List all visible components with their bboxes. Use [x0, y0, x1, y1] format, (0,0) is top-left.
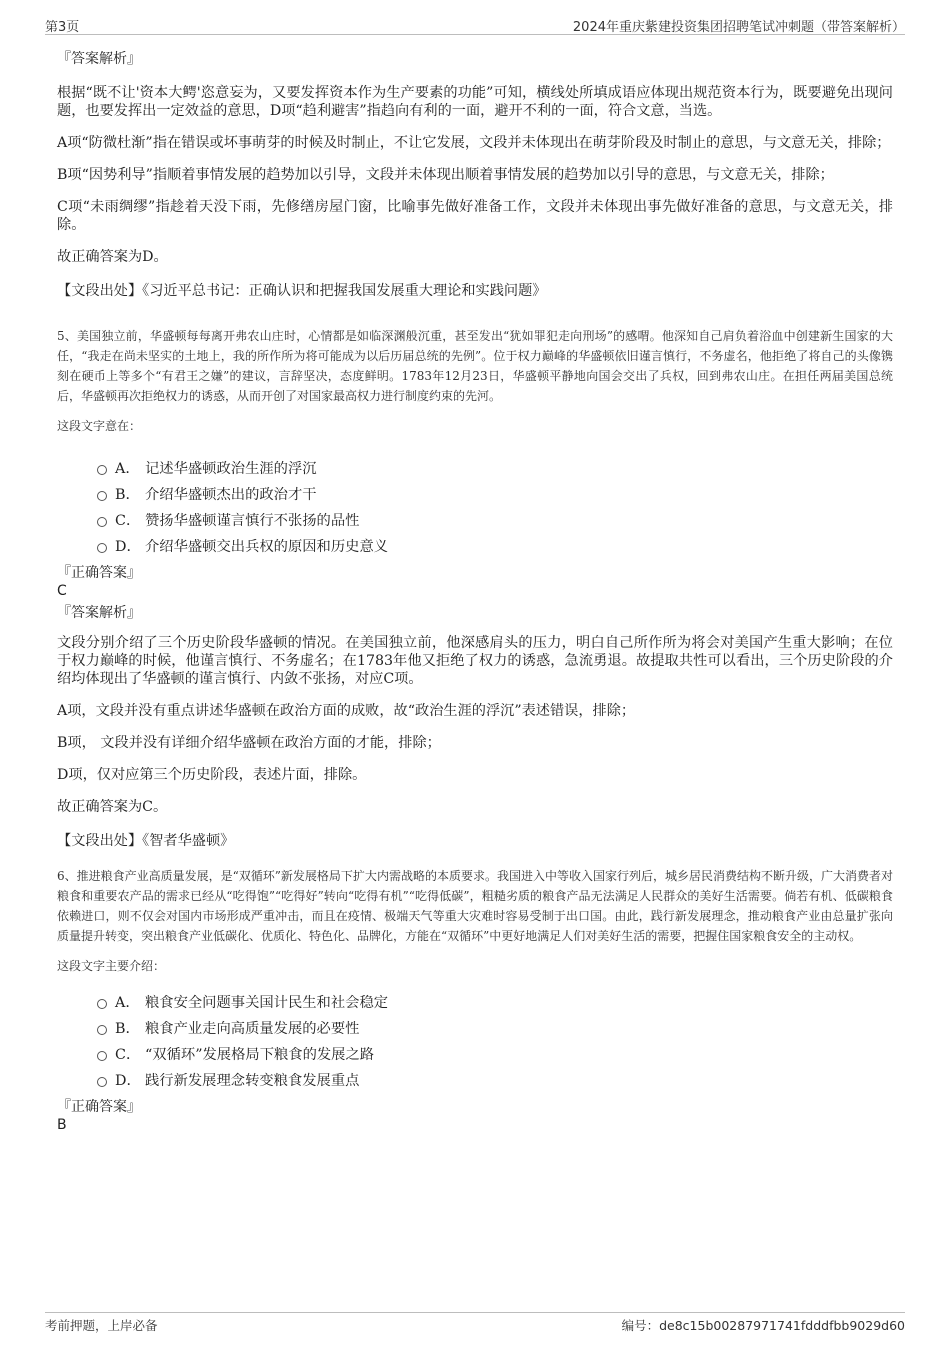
source-title: 《习近平总书记：正确认识和把握我国发展重大理论和实践问题》: [142, 283, 547, 299]
page-number: 第3页: [45, 20, 80, 35]
q5-answer-label: 『正确答案』: [57, 565, 141, 581]
q5-answer: C: [57, 583, 67, 599]
radio-icon[interactable]: [97, 1077, 107, 1087]
q6-stem: 6、推进粮食产业高质量发展，是“双循环”新发展格局下扩大内需战略的本质要求。我国进入中等收入国家行列后，城乡居民消费结构不断升级，广大消费者对粮食和重要农产品的需求已经从“吃得饱”“吃得好”转向“吃得有机”“吃得低碳”，粗糙劣质的粮食产品无法满足人民群众的美好生活需要。倘若有机、低碳粮食依赖进口，则不仅会对国内市场形成严重冲击，而且在疫情、极端天气等重大灾难时容易受制于出口国。由此，践行新发展理念，推动粮食产业由总量扩张向质量提升转变，突出粮食产业低碳化、优质化、特色化、品牌化，方能在“双循环”中更好地满足人们对美好生活的需要，把握住国家粮食安全的主动权。: [57, 869, 893, 943]
q4-conclusion: 故正确答案为D。: [57, 249, 168, 265]
q5-analysis-paragraph: B项， 文段并没有详细介绍华盛顿在政治方面的才能，排除；: [57, 735, 441, 751]
page-header: [45, 14, 905, 35]
q6-option-b[interactable]: B． 粮食产业走向高质量发展的必要性: [57, 1016, 893, 1042]
radio-icon[interactable]: [97, 491, 107, 501]
q4-analysis-paragraph: C项“未雨绸缪”指趁着天没下雨，先修缮房屋门窗，比喻事先做好准备工作，文段并未体现出事先做好准备的意思，与文意无关，排除。: [57, 199, 893, 233]
radio-icon[interactable]: [97, 999, 107, 1009]
q6-answer: B: [57, 1117, 67, 1133]
q4-analysis-paragraph: 根据“既不让'资本大鳄'恣意妄为，又要发挥资本作为生产要素的功能”可知，横线处所填成语应体现出规范资本行为，既要避免出现问题，也要发挥出一定效益的意思，D项“趋利避害”指趋向有利的一面，避开不利的一面，符合文意，当选。: [57, 85, 893, 119]
q5-options: [57, 456, 893, 560]
q6-answer-label: 『正确答案』: [57, 1099, 141, 1115]
q5-question: 这段文字意在：: [57, 419, 142, 433]
q5-analysis-label: 『答案解析』: [57, 605, 141, 621]
page-footer: [45, 1312, 905, 1335]
radio-icon[interactable]: [97, 1025, 107, 1035]
q5-option-a[interactable]: A． 记述华盛顿政治生涯的浮沉: [57, 456, 893, 482]
q6-option-a[interactable]: A． 粮食安全问题事关国计民生和社会稳定: [57, 990, 893, 1016]
radio-icon[interactable]: [97, 517, 107, 527]
q5-analysis-paragraph: A项，文段并没有重点讲述华盛顿在政治方面的成败，故“政治生涯的浮沉”表述错误，排除；: [57, 703, 636, 719]
source-title: 《智者华盛顿》: [142, 833, 235, 849]
q6-option-c[interactable]: C． “双循环”发展格局下粮食的发展之路: [57, 1042, 893, 1068]
footer-slogan: 考前押题，上岸必备: [45, 1318, 158, 1333]
q5-option-d[interactable]: D． 介绍华盛顿交出兵权的原因和历史意义: [57, 534, 893, 560]
q5-option-b[interactable]: B． 介绍华盛顿杰出的政治才干: [57, 482, 893, 508]
q6-question: 这段文字主要介绍：: [57, 959, 166, 973]
radio-icon[interactable]: [97, 543, 107, 553]
q4-analysis-label: 『答案解析』: [57, 51, 141, 67]
q4-analysis-paragraph: A项“防微杜渐”指在错误或坏事萌芽的时候及时制止，不让它发展，文段并未体现出在萌芽阶段及时制止的意思，与文意无关，排除；: [57, 135, 891, 151]
q5-source: [57, 832, 893, 850]
document-title: 2024年重庆紫建投资集团招聘笔试冲刺题（带答案解析）: [572, 20, 905, 35]
q5-conclusion: 故正确答案为C。: [57, 799, 168, 815]
code-label: 编号：: [621, 1318, 660, 1333]
source-label: 【文段出处】: [57, 833, 143, 849]
q5-analysis-paragraph: D项，仅对应第三个历史阶段，表述片面，排除。: [57, 767, 367, 783]
code-value: de8c15b00287971741fdddfbb9029d60: [659, 1318, 905, 1333]
q5-stem: 5、美国独立前，华盛顿每每离开弗农山庄时，心情都是如临深渊般沉重，甚至发出“犹如罪犯走向刑场”的感喟。他深知自己肩负着浴血中创建新生国家的大任，“我走在尚未坚实的土地上，我的所作所为将可能成为以后历届总统的先例”。位于权力巅峰的华盛顿依旧谨言慎行，不务虚名，他拒绝了将自己的头像镌刻在硬币上等多个“有君王之嫌”的建议，言辞坚决，态度鲜明。1783年12月23日，华盛顿平静地向国会交出了兵权，回到弗农山庄。在担任两届美国总统后，华盛顿再次拒绝权力的诱惑，从而开创了对国家最高权力进行制度约束的先河。: [57, 329, 893, 403]
radio-icon[interactable]: [97, 465, 107, 475]
q4-analysis-paragraph: B项“因势利导”指顺着事情发展的趋势加以引导，文段并未体现出顺着事情发展的趋势加以引导的意思，与文意无关，排除；: [57, 167, 834, 183]
page-content: [57, 44, 893, 1134]
document-code: [622, 1316, 905, 1334]
source-label: 【文段出处】: [57, 283, 143, 299]
q4-source: [57, 282, 893, 300]
q5-option-c[interactable]: C． 赞扬华盛顿谨言慎行不张扬的品性: [57, 508, 893, 534]
q5-analysis-paragraph: 文段分别介绍了三个历史阶段华盛顿的情况。在美国独立前，他深感肩头的压力，明白自己所作所为将会对美国产生重大影响；在位于权力巅峰的时候，他谨言慎行、不务虚名；在1783年他又拒绝了权力的诱惑，急流勇退。故提取共性可以看出，三个历史阶段的介绍均体现出了华盛顿的谨言慎行、内敛不张扬，对应C项。: [57, 635, 893, 687]
q6-options: [57, 990, 893, 1094]
q6-option-d[interactable]: D． 践行新发展理念转变粮食发展重点: [57, 1068, 893, 1094]
radio-icon[interactable]: [97, 1051, 107, 1061]
